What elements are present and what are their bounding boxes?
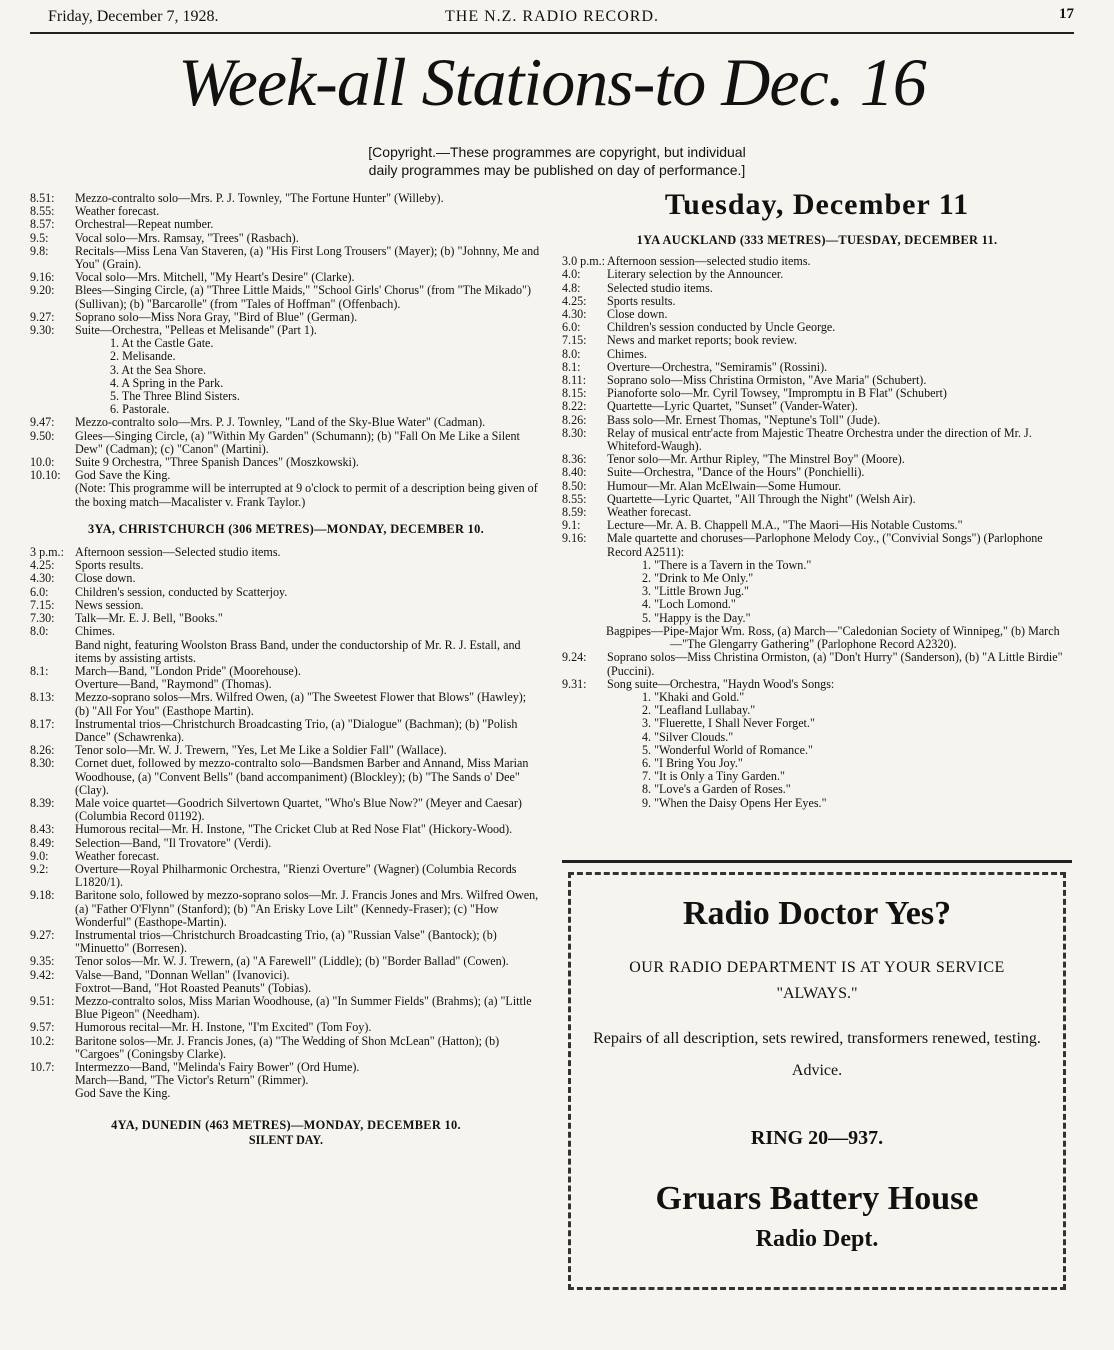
christchurch-items <box>30 546 542 1101</box>
numbered-list-item: 2. Melisande. <box>110 349 176 364</box>
header-page-number: 17 <box>1059 6 1074 22</box>
left-top-items <box>30 192 542 337</box>
programme-text: Afternoon session—selected studio items. <box>607 254 811 269</box>
copyright-line-2: daily programmes may be published on day of performance.] <box>368 162 746 178</box>
station-heading-christchurch: 3YA, CHRISTCHURCH (306 METRES)—MONDAY, DECEMBER 10. <box>87 521 484 536</box>
header-paper-name: THE N.Z. RADIO RECORD. <box>445 8 659 25</box>
programme-text: Weather forecast. <box>607 505 692 520</box>
programme-time: 10.10: <box>30 468 61 483</box>
programme-text: Weather forecast. <box>75 204 160 219</box>
programme-text: Intermezzo—Band, "Melinda's Fairy Bower" (Ord Hume). <box>75 1060 360 1074</box>
programme-text: Close down. <box>607 307 668 322</box>
programme-time: 6.0: <box>30 584 49 599</box>
programme-text: Mezzo-soprano solos—Mrs. Wilfred Owen, (a) "The Sweetest Flower that Blows" (Hawley); (b) "All For You" (Easthope Martin). <box>75 690 527 718</box>
ad-always-line: "ALWAYS." <box>776 985 858 1002</box>
numbered-list-item: 3. At the Sea Shore. <box>110 362 207 377</box>
programme-time: 7.30: <box>30 611 55 626</box>
programme-time: 9.35: <box>30 954 55 969</box>
numbered-list-item: 6. Pastorale. <box>110 402 170 417</box>
programme-text: Tenor solos—Mr. W. J. Trewern, (a) "A Farewell" (Liddle); (b) "Border Ballad" (Cowen). <box>75 954 509 969</box>
programme-text: March—Band, "London Pride" (Moorehouse). <box>75 663 301 678</box>
programme-time: 4.0: <box>562 267 581 282</box>
programme-time: 8.55: <box>30 204 55 219</box>
programme-time: 7.15: <box>30 597 55 612</box>
programme-text: Foxtrot—Band, "Hot Roasted Peanuts" (Tobias). <box>75 980 312 995</box>
station-heading-dunedin: 4YA, DUNEDIN (463 METRES)—MONDAY, DECEMBER 10. <box>111 1117 461 1132</box>
numbered-list-item: 4. "Loch Lomond." <box>642 597 736 612</box>
programme-time: 9.31: <box>562 676 587 691</box>
programme-item <box>562 532 1072 558</box>
programme-time: 8.36: <box>562 452 587 467</box>
bagpipes-item: Bagpipes—Pipe-Major Wm. Ross, (a) March—"Caledonian Society of Winnipeg," (b) March—"The Glengarry Gathering" (Parlophone Record A2320). <box>606 623 1060 652</box>
header-date: Friday, December 7, 1928. <box>48 8 219 25</box>
programme-text: Baritone solos—Mr. J. Francis Jones, (a) "The Wedding of Shon McLean" (Hatton); (b) "Cargoes" (Coningsby Clarke). <box>75 1033 500 1061</box>
programme-text: Blees—Singing Circle, (a) "Three Little Maids," "School Girls' Chorus" (from "The Mikado") (Sullivan); (b) "Barcarolle" (from "Tales of Hoffman" (Offenbach). <box>75 283 532 311</box>
programme-time: 4.30: <box>30 571 55 586</box>
programme-time: 10.7: <box>30 1060 55 1074</box>
programme-time: 9.42: <box>30 967 55 982</box>
left-column <box>30 192 542 1147</box>
programme-text: Chimes. <box>75 624 115 639</box>
station-heading-auckland: 1YA AUCKLAND (333 METRES)—TUESDAY, DECEMBER 11. <box>636 233 998 247</box>
programme-time: 9.16: <box>562 531 587 546</box>
programme-text: Male quartette and choruses—Parlophone Melody Coy., ("Convivial Songs") (Parlophone Record A2511): <box>607 531 1043 559</box>
numbered-list-item: 1. "Khaki and Gold." <box>642 689 745 704</box>
programme-time: 8.1: <box>562 359 581 374</box>
programme-text: Male voice quartet—Goodrich Silvertown Quartet, "Who's Blue Now?" (Meyer and Caesar) (Columbia Record 01192). <box>75 795 522 824</box>
programme-text: Cornet duet, followed by mezzo-contralto solo—Bandsmen Barber and Annand, Miss Marian Woodhouse, (a) "Convent Bells" (band accompaniment) (Blockley); (b) "The Sands o' Dee" (Clay). <box>75 756 529 797</box>
programme-text: Glees—Singing Circle, (a) "Within My Garden" (Schumann); (b) "Fall On Me Like a Silent Dew" (Cadman); (c) "Canon" (Martini). <box>75 428 520 456</box>
programme-time: 9.18: <box>30 888 55 903</box>
programme-time: 9.0: <box>30 848 49 863</box>
programme-time: 8.15: <box>562 386 587 401</box>
programme-text: Weather forecast. <box>75 848 160 863</box>
programme-text: Humorous recital—Mr. H. Instone, "The Cricket Club at Red Nose Flat" (Hickory-Wood). <box>75 822 513 837</box>
programme-text: Pianoforte solo—Mr. Cyril Towsey, "Impromptu in B Flat" (Schubert) <box>607 386 947 401</box>
programme-item <box>30 245 542 271</box>
numbered-list-item: 1. "There is a Tavern in the Town." <box>642 557 812 572</box>
programme-text: Soprano solos—Miss Christina Ormiston, (a) "Don't Hurry" (Sanderson), (b) "A Little Birdie" (Puccini). <box>607 650 1063 678</box>
numbered-list-item: 5. "Wonderful World of Romance." <box>642 742 813 757</box>
programme-text: Valse—Band, "Donnan Wellan" (Ivanovici). <box>75 967 290 982</box>
programme-time: 4.8: <box>562 280 581 295</box>
ad-top-rule <box>562 860 1072 863</box>
programme-text: Chimes. <box>607 346 647 361</box>
programme-item <box>562 678 1072 691</box>
ad-repairs-line: Repairs of all description, sets rewired, transformers renewed, testing. Advice. <box>593 1030 1041 1079</box>
programme-time: 4.30: <box>562 307 587 322</box>
page-header <box>30 4 1074 30</box>
programme-time: 8.26: <box>562 412 587 427</box>
programme-text: Humorous recital—Mr. H. Instone, "I'm Excited" (Tom Foy). <box>75 1020 372 1035</box>
programme-item <box>30 430 542 456</box>
programme-text: Children's session, conducted by Scatterjoy. <box>75 584 288 599</box>
numbered-list-item: 3. "Little Brown Jug." <box>642 584 749 599</box>
programme-text: God Save the King. <box>75 468 171 483</box>
programme-item <box>30 757 542 797</box>
numbered-list-item: 9. "When the Daisy Opens Her Eyes." <box>642 795 827 810</box>
numbered-list-item: 6. "I Bring You Joy." <box>642 755 743 770</box>
programme-item <box>562 427 1072 453</box>
programme-time: 3.0 p.m.: <box>562 254 606 269</box>
programme-text: Sports results. <box>75 558 144 573</box>
programme-item <box>30 639 542 665</box>
programme-time: 4.25: <box>30 558 55 573</box>
programme-time: 9.47: <box>30 415 55 430</box>
programme-time: 10.0: <box>30 455 55 470</box>
programme-text: Close down. <box>75 571 136 586</box>
programme-item <box>562 651 1072 677</box>
programme-time: 8.26: <box>30 743 55 758</box>
programme-time: 9.30: <box>30 323 55 338</box>
header-rule <box>30 32 1074 34</box>
programme-text: God Save the King. <box>75 1086 171 1101</box>
ad-service-line: OUR RADIO DEPARTMENT IS AT YOUR SERVICE <box>629 959 1005 976</box>
programme-time: 9.8: <box>30 243 49 258</box>
programme-time: 10.2: <box>30 1033 55 1048</box>
programme-text: Afternoon session—Selected studio items. <box>75 545 281 560</box>
programme-time: 8.39: <box>30 795 55 810</box>
numbered-list-item: 3. "Fluerette, I Shall Never Forget." <box>642 716 815 731</box>
programme-time: 8.59: <box>562 505 587 520</box>
programme-time: 8.11: <box>562 373 587 388</box>
programme-time: 6.0: <box>562 320 581 335</box>
programme-time: 3 p.m.: <box>30 545 64 560</box>
programme-time: 8.40: <box>562 465 587 480</box>
programme-time: 8.0: <box>30 624 49 639</box>
programme-time: 8.17: <box>30 716 55 731</box>
programme-time: 8.30: <box>562 425 587 440</box>
programme-text: Orchestral—Repeat number. <box>75 217 214 232</box>
programme-text: Overture—Orchestra, "Semiramis" (Rossini). <box>607 359 828 374</box>
programme-item <box>30 995 542 1021</box>
programme-time: 9.24: <box>562 650 587 665</box>
dunedin-silent-day: SILENT DAY. <box>248 1132 324 1147</box>
programme-text: Vocal solo—Mrs. Ramsay, "Trees" (Rasbach). <box>75 230 299 245</box>
programme-item <box>30 797 542 823</box>
auckland-items <box>562 255 1072 559</box>
programme-time: 8.55: <box>562 491 587 506</box>
programme-text: Selection—Band, "Il Trovatore" (Verdi). <box>75 835 272 850</box>
programme-item <box>30 284 542 310</box>
programme-time: 9.1: <box>562 518 581 533</box>
programme-time: 4.25: <box>562 293 587 308</box>
programme-text: Overture—Royal Philharmonic Orchestra, "Rienzi Overture" (Wagner) (Columbia Records L1820/1). <box>75 861 517 890</box>
numbered-list-item: 1. At the Castle Gate. <box>110 336 214 351</box>
programme-item <box>30 1087 542 1100</box>
programme-text: Relay of musical entr'acte from Majestic Theatre Orchestra under the direction of Mr. J. Whiteford-Waugh). <box>607 425 1032 454</box>
boxing-note: (Note: This programme will be interrupted at 9 o'clock to permit of a description being given of the boxing match—Macalister v. Frank Taylor.) <box>75 481 538 509</box>
day-title: Tuesday, December 11 <box>664 188 970 221</box>
numbered-list-item: 7. "It is Only a Tiny Garden." <box>642 769 785 784</box>
programme-time: 8.0: <box>562 346 581 361</box>
numbered-list-item: 2. "Drink to Me Only." <box>642 571 754 586</box>
programme-text: Instrumental trios—Christchurch Broadcasting Trio, (a) "Dialogue" (Bachman); (b) "Polish Dance" (Schawrenka). <box>75 716 518 744</box>
programme-text: Suite—Orchestra, "Pelleas et Melisande" (Part 1). <box>75 323 317 338</box>
auckland-items-late <box>562 651 1072 691</box>
programme-time: 9.5: <box>30 230 49 245</box>
programme-text: Mezzo-contralto solos, Miss Marian Woodhouse, (a) "In Summer Fields" (Brahms); (a) "Little Blue Pigeon" (Needham). <box>75 993 532 1022</box>
programme-text: Overture—Band, "Raymond" (Thomas). <box>75 677 272 692</box>
programme-time: 9.50: <box>30 428 55 443</box>
programme-text: Selected studio items. <box>607 280 713 295</box>
programme-time: 9.57: <box>30 1020 55 1035</box>
programme-text: Quartette—Lyric Quartet, "All Through the Night" (Welsh Air). <box>607 491 916 506</box>
programme-text: Quartette—Lyric Quartet, "Sunset" (Vander-Water). <box>607 399 858 414</box>
numbered-list-item: 4. A Spring in the Park. <box>110 375 224 390</box>
copyright-line-1: [Copyright.—These programmes are copyright, but individual <box>368 144 746 160</box>
programme-text: Band night, featuring Woolston Brass Band, under the conductorship of Mr. R. J. Estall, and items by assisting artists. <box>75 637 521 665</box>
programme-text: Song suite—Orchestra, "Haydn Wood's Songs: <box>607 676 835 691</box>
programme-item <box>30 1035 542 1061</box>
programme-text: Bass solo—Mr. Ernest Thomas, "Neptune's Toll" (Jude). <box>607 412 881 427</box>
programme-item <box>30 929 542 955</box>
ad-phone-number: RING 20—937. <box>750 1127 884 1149</box>
programme-item <box>30 324 542 337</box>
advertisement <box>562 860 1072 1290</box>
ad-firm-name: Gruars Battery House <box>655 1180 979 1217</box>
programme-text: Children's session conducted by Uncle George. <box>607 320 836 335</box>
programme-text: Suite 9 Orchestra, "Three Spanish Dances" (Moszkowski). <box>75 455 359 470</box>
programme-text: Sports results. <box>607 293 676 308</box>
programme-text: Mezzo-contralto solo—Mrs. P. J. Townley, "Land of the Sky-Blue Water" (Cadman). <box>75 415 486 430</box>
programme-text: Humour—Mr. Alan McElwain—Some Humour. <box>607 478 842 493</box>
programme-text: Soprano solo—Miss Christina Ormiston, "Ave Maria" (Schubert). <box>607 373 927 388</box>
programme-text: Instrumental trios—Christchurch Broadcasting Trio, (a) "Russian Valse" (Bantock); (b) "Minuetto" (Borresen). <box>75 927 497 956</box>
page-title: Week-all Stations-to Dec. 16 <box>178 44 926 120</box>
haydn-wood-songs-list <box>562 691 1072 810</box>
programme-time: 9.20: <box>30 283 55 298</box>
programme-text: News session. <box>75 597 144 612</box>
numbered-list-item: 5. "Happy is the Day." <box>642 610 751 625</box>
programme-time: 9.51: <box>30 993 55 1008</box>
programme-text: Soprano solo—Miss Nora Gray, "Bird of Blue" (German). <box>75 309 358 324</box>
numbered-list-item: 5. The Three Blind Sisters. <box>110 389 240 404</box>
programme-time: 8.50: <box>562 478 587 493</box>
left-mid-items <box>30 416 542 482</box>
numbered-list-item: 8. "Love's a Garden of Roses." <box>642 782 791 797</box>
programme-text: Mezzo-contralto solo—Mrs. P. J. Townley, "The Fortune Hunter" (Willeby). <box>75 191 444 205</box>
programme-text: Suite—Orchestra, "Dance of the Hours" (Ponchielli). <box>607 465 865 480</box>
programme-time: 8.43: <box>30 822 55 837</box>
programme-text: Baritone solo, followed by mezzo-soprano solos—Mr. J. Francis Jones and Mrs. Wilfred Owen, (a) "Father O'Flynn" (Stanford); (b) "An Erisky Love Lilt" (Kennedy-Fraser); (c) "How Wonderful" (Easthope-Martin). <box>75 888 539 929</box>
programme-text: Tenor solo—Mr. W. J. Trewern, "Yes, Let Me Like a Soldier Fall" (Wallace). <box>75 743 447 758</box>
programme-text: Tenor solo—Mr. Arthur Ripley, "The Minstrel Boy" (Moore). <box>607 452 905 467</box>
programme-time: 8.57: <box>30 217 55 232</box>
programme-text: Lecture—Mr. A. B. Chappell M.A., "The Maori—His Notable Customs." <box>607 518 963 533</box>
programme-text: Talk—Mr. E. J. Bell, "Books." <box>75 611 223 626</box>
programme-time: 8.51: <box>30 191 55 205</box>
programme-text: News and market reports; book review. <box>607 333 797 348</box>
programme-item <box>30 863 542 889</box>
programme-time: 8.13: <box>30 690 55 705</box>
programme-item <box>30 889 542 929</box>
programme-text: Recitals—Miss Lena Van Staveren, (a) "His First Long Trousers" (Mayer); (b) "Johnny, Me and You" (Grain). <box>75 243 540 272</box>
programme-text: March—Band, "The Victor's Return" (Rimmer). <box>75 1073 309 1088</box>
programme-time: 9.2: <box>30 861 49 876</box>
programme-time: 7.15: <box>562 333 587 348</box>
programme-time: 8.1: <box>30 663 49 678</box>
numbered-list-item: 4. "Silver Clouds." <box>642 729 734 744</box>
numbered-list-item: 2. "Leafland Lullabay." <box>642 703 756 718</box>
programme-item <box>30 718 542 744</box>
programme-text: Literary selection by the Announcer. <box>607 267 784 282</box>
convivial-songs-list <box>562 559 1072 625</box>
programme-time: 9.16: <box>30 270 55 285</box>
ad-border-box <box>568 872 1066 1290</box>
programme-text: Vocal solo—Mrs. Mitchell, "My Heart's Desire" (Clarke). <box>75 270 355 285</box>
programme-item <box>30 691 542 717</box>
left-suite-list <box>30 337 542 416</box>
programme-time: 8.49: <box>30 835 55 850</box>
ad-headline: Radio Doctor Yes? <box>682 895 952 932</box>
programme-time: 9.27: <box>30 927 55 942</box>
programme-time: 8.22: <box>562 399 587 414</box>
ad-department: Radio Dept. <box>755 1226 879 1252</box>
right-column <box>562 188 1072 810</box>
programme-time: 8.30: <box>30 756 55 771</box>
programme-time: 9.27: <box>30 309 55 324</box>
copyright-notice <box>0 143 1114 179</box>
